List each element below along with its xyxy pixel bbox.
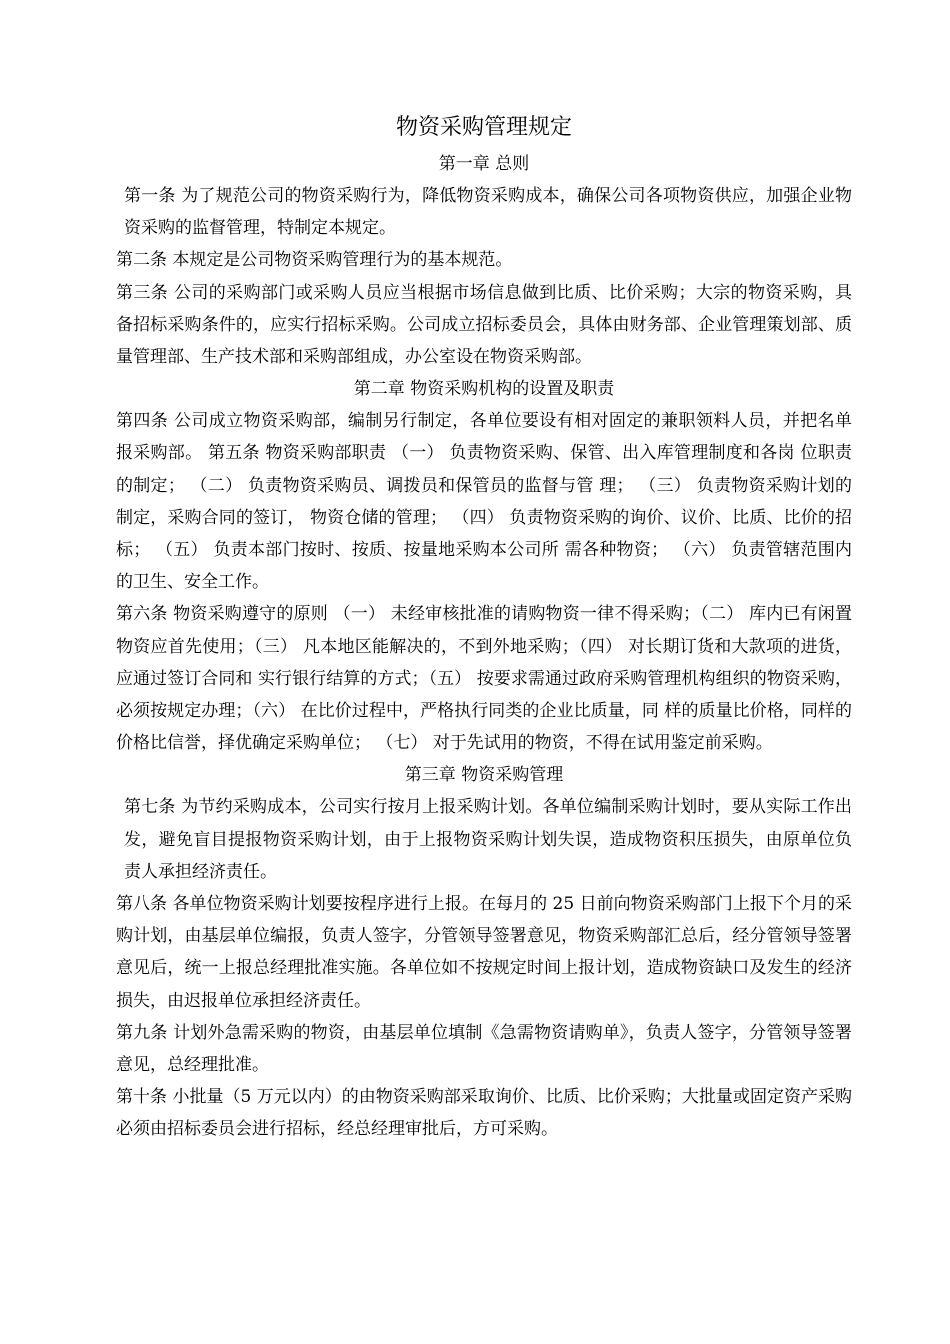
article-1: 第一条 为了规范公司的物资采购行为，降低物资采购成本，确保公司各项物资供应，加强企业物资采购的监督管理，特制定本规定。 — [124, 186, 852, 239]
article-3: 第三条 公司的采购部门或采购人员应当根据市场信息做到比质、比价采购；大宗的物资采购，具备招标采购条件的，应实行招标采购。公司成立招标委员会，具体由财务部、企业管理策划部、质量管理部、生产技术部和采购部组成，办公室设在物资采购部。 — [116, 282, 852, 368]
article-8: 第八条 各单位物资采购计划要按程序进行上报。在每月的 25 日前向物资采购部门上报下个月的采购计划，由基层单位编报，负责人签字，分管领导签署意见，物资采购部汇总后，经分管领导签署意见后，统一上报总经理批准实施。各单位如不按规定时间上报计划，造成物资缺口及发生的经济损失，由迟报单位承担经济责任。 — [116, 894, 852, 1011]
article-4-5: 第四条 公司成立物资采购部，编制另行制定，各单位要设有相对固定的兼职领料人员，并把名单报采购部。 第五条 物资采购部职责 （一） 负责物资采购、保管、出入库管理制度和各岗 位职责的制定； （二） 负责物资采购员、调拨员和保管员的监督与管 理； （三） 负责物资采购计划的制定，采购合同的签订， 物资仓储的管理； （四） 负责物资采购的询价、议价、比质、比价的招 标； （五） 负责本部门按时、按质、按量地采购本公司所 需各种物资； （六） 负责管辖范围内的卫生、安全工作。 — [116, 411, 852, 593]
article-7: 第七条 为节约采购成本，公司实行按月上报采购计划。各单位编制采购计划时，要从实际工作出发，避免盲目提报物资采购计划，由于上报物资采购计划失误，造成物资积压损失，由原单位负责人承担经济责任。 — [124, 797, 852, 882]
chapter-heading-3: 第三章 物资采购管理 — [404, 765, 564, 786]
chapter-heading-1: 第一章 总则 — [438, 154, 530, 174]
chapter-heading-2: 第二章 物资采购机构的设置及职责 — [353, 379, 615, 400]
article-2: 第二条 本规定是公司物资采购管理行为的基本规范。 — [116, 250, 513, 271]
article-6: 第六条 物资采购遵守的原则 （一） 未经审核批准的请购物资一律不得采购；（二） 库内已有闲置物资应首先使用；（三） 凡本地区能解决的，不到外地采购；（四） 对长期订货和大款项的进货，应通过签订合同和 实行银行结算的方式；（五） 按要求需通过政府采购管理机构组织的物资采购，必须按规定办理；（六） 在比价过程中，严格执行同类的企业比质量，同 样的质量比价格，同样的价格比信誉，择优确定采购单位； （七） 对于先试用的物资，不得在试用鉴定前采购。 — [116, 604, 852, 754]
document-title: 物资采购管理规定 — [395, 115, 572, 140]
article-10: 第十条 小批量（5 万元以内）的由物资采购部采取询价、比质、比价采购；大批量或固定资产采购必须由招标委员会进行招标，经总经理审批后，方可采购。 — [116, 1087, 852, 1140]
article-9: 第九条 计划外急需采购的物资，由基层单位填制《急需物资请购单》，负责人签字，分管领导签署意见，总经理批准。 — [116, 1022, 852, 1076]
document-page — [116, 108, 852, 1146]
